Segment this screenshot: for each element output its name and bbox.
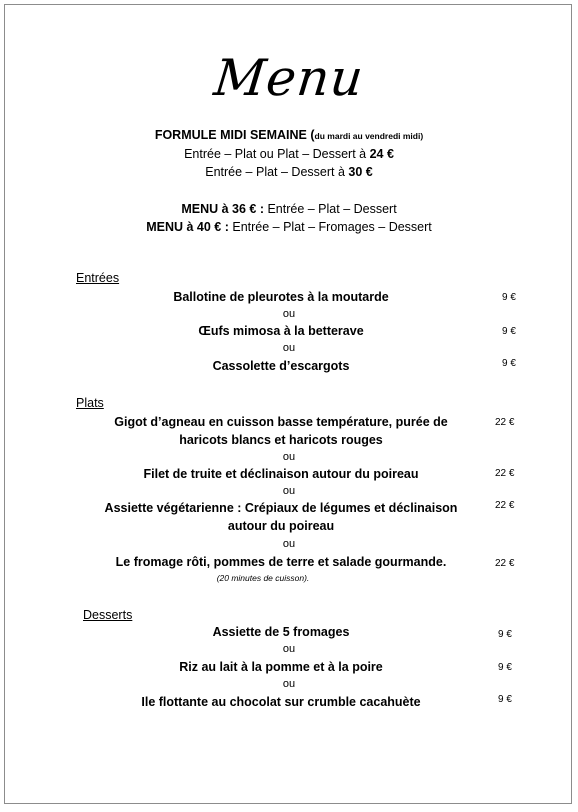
menu-36-line [5, 202, 573, 216]
dish-price: 9 € [502, 326, 516, 337]
dish-name-line-1: Gigot d’agneau en cuisson basse température, purée de [114, 415, 448, 429]
section-title-entrees: Entrées [76, 271, 120, 285]
separator-ou: ou [282, 451, 296, 463]
dish-name: Ballotine de pleurotes à la moutarde [173, 290, 389, 304]
dish-price: 9 € [498, 629, 512, 640]
section-title-plats: Plats [76, 396, 104, 410]
dish-price: 9 € [498, 662, 512, 673]
menu-36-label: MENU à 36 € : [181, 202, 264, 216]
formule-line-1-price: 24 € [369, 147, 394, 161]
menu-40-label: MENU à 40 € : [146, 220, 229, 234]
formule-line-2 [5, 165, 573, 179]
dish-name: Le fromage rôti, pommes de terre et salade gourmande. [115, 555, 447, 569]
menu-title: Menu [211, 49, 367, 107]
separator-ou: ou [282, 678, 296, 690]
dish-name: Cassolette d’escargots [212, 359, 350, 373]
separator-ou: ou [282, 308, 296, 320]
separator-ou: ou [282, 643, 296, 655]
dish-note: (20 minutes de cuisson). [216, 573, 310, 583]
dish-name: Riz au lait à la pomme et à la poire [179, 660, 383, 674]
dish-price: 9 € [502, 292, 516, 303]
dish-price: 22 € [495, 500, 515, 511]
dish-name-line-1: Assiette végétarienne : Crépiaux de légumes et déclinaison [104, 501, 458, 515]
separator-ou: ou [282, 342, 296, 354]
dish-name: Ile flottante au chocolat sur crumble cacahuète [141, 695, 421, 709]
dish-price: 22 € [495, 558, 515, 569]
formule-paren: ( [306, 128, 315, 142]
dish-name: Œufs mimosa à la betterave [198, 324, 364, 338]
formule-line-2-price: 30 € [348, 165, 373, 179]
menu-page [4, 4, 572, 804]
separator-ou: ou [282, 538, 296, 550]
dish-price: 9 € [498, 694, 512, 705]
menu-40-line [5, 220, 573, 234]
dish-price: 22 € [495, 417, 515, 428]
formule-line-1-text: Entrée – Plat ou Plat – Dessert à [184, 147, 370, 161]
dish-name: Filet de truite et déclinaison autour du poireau [143, 467, 419, 481]
formule-heading: FORMULE MIDI SEMAINE [154, 128, 307, 142]
formule-line-2-text: Entrée – Plat – Dessert à [205, 165, 349, 179]
dish-price: 22 € [495, 468, 515, 479]
separator-ou: ou [282, 485, 296, 497]
dish-name-line-2: haricots blancs et haricots rouges [179, 433, 383, 447]
menu-36-content: Entrée – Plat – Dessert [263, 202, 397, 216]
menu-40-content: Entrée – Plat – Fromages – Dessert [228, 220, 432, 234]
formule-line-1 [5, 147, 573, 161]
formule-note: du mardi au vendredi midi) [314, 131, 424, 141]
section-title-desserts: Desserts [83, 608, 133, 622]
dish-price: 9 € [502, 358, 516, 369]
dish-name-line-2: autour du poireau [227, 519, 335, 533]
formule-heading-line [5, 128, 573, 142]
dish-name: Assiette de 5 fromages [212, 625, 350, 639]
